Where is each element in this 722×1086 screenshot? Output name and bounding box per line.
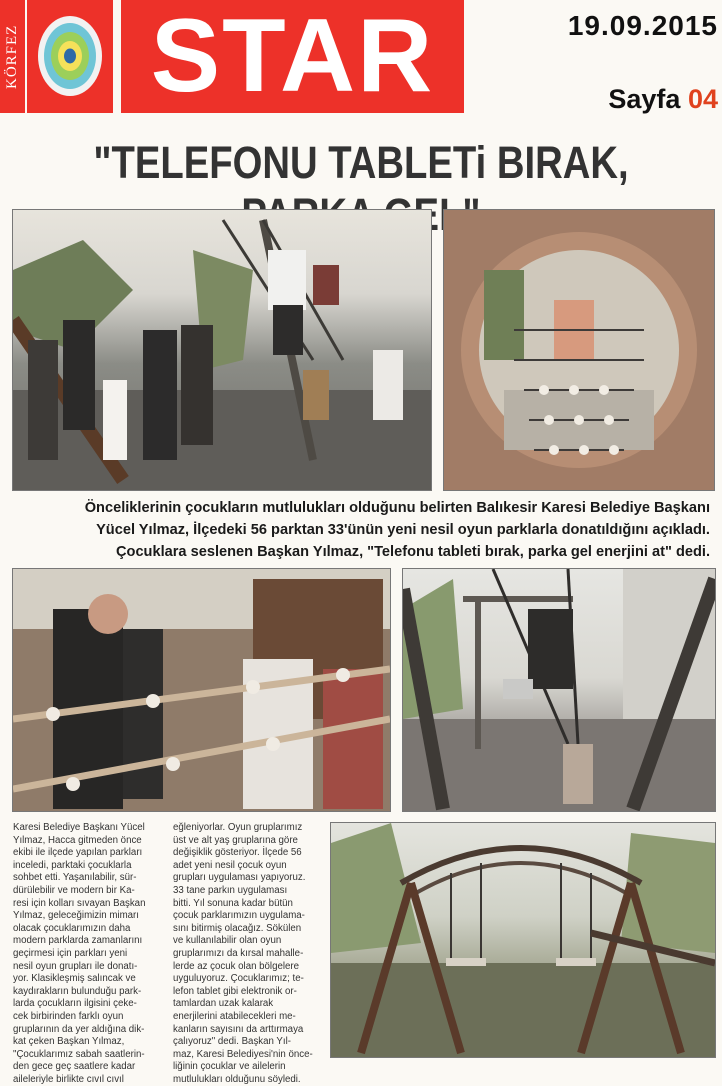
body-line: tamlardan uzak kalarak: [173, 998, 274, 1010]
article-lead: [10, 497, 710, 563]
body-line: maz, Karesi Belediyesi'nin önce-: [173, 1048, 313, 1060]
body-line: grupları uygulaması yapıyoruz.: [173, 872, 306, 884]
body-line: cek birbirinden farklı oyun: [13, 1010, 124, 1022]
body-line: larda çocukların ilgisini çeke-: [13, 998, 137, 1010]
lead-line: Yücel Yılmaz, İlçedeki 56 parktan 33'ünün yeni nesil oyun parklarla donatıldığını açıkladı.: [96, 522, 710, 538]
body-line: kanların sayısını da arttırmaya: [173, 1023, 304, 1035]
body-line: "Çocuklarımız sabah saatlerin-: [13, 1048, 145, 1060]
body-line: uyguluyoruz. Çocuklarımız; te-: [173, 973, 304, 985]
body-line: Yılmaz, Hacca gitmeden önce: [13, 834, 142, 846]
body-line: çocuk parklarımızın uygulama-: [173, 910, 305, 922]
photo-child-climbing-frame: [443, 209, 715, 491]
page-number: 04: [687, 84, 718, 114]
body-line: lefon tablet gibi elektronik or-: [173, 985, 297, 997]
body-line: gruplarının da yer aldığına dik-: [13, 1023, 145, 1035]
body-line: eğleniyorlar. Oyun gruplarımız: [173, 822, 303, 833]
body-column-1: [13, 822, 163, 1086]
body-line: ekibi ile ilçede yapılan parkları: [13, 847, 143, 859]
brand-vertical-text: KÖRFEZ: [0, 0, 25, 113]
eye-logo-icon: [27, 0, 113, 113]
body-line: dürülebilir ve modern bir Ka-: [13, 884, 135, 896]
body-line: 33 tane parkın uygulaması: [173, 884, 288, 896]
photo-mayor-rope-climb: [12, 568, 391, 812]
masthead: [0, 0, 722, 118]
body-line: liğinin çocuklar ve ailelerin: [173, 1061, 286, 1073]
body-line: inceledi, parktaki çocuklarla: [13, 859, 132, 871]
body-line: sını bitirmiş olacağız. Sökülen: [173, 922, 302, 934]
body-line: Karesi Belediye Başkanı Yücel: [13, 822, 145, 833]
body-line: ve kullanılabilir olan oyun: [173, 935, 282, 947]
lead-line: Önceliklerinin çocukların mutlulukları olduğunu belirten Balıkesir Karesi Belediye Başkanı: [84, 500, 710, 516]
body-line: resi için kolları sıvayan Başkan: [13, 897, 146, 909]
photo-playground-swings: [330, 822, 716, 1058]
body-line: kaydırakların bulunduğu park-: [13, 985, 142, 997]
body-line: enerjilerini atabilecekleri me-: [173, 1010, 296, 1022]
page-indicator: [608, 84, 718, 115]
body-line: Yılmaz, geleceğimizin mimarı: [13, 910, 139, 922]
body-line: çalıyoruz" dedi. Başkan Yıl-: [173, 1036, 291, 1048]
photo-officials-swing: [12, 209, 432, 491]
body-line: nesil oyun grupları ile donatı-: [13, 960, 138, 972]
body-line: yor. Klasikleşmiş salıncak ve: [13, 973, 136, 985]
body-line: lerde az çocuk olan bölgelere: [173, 960, 300, 972]
body-column-2: [173, 822, 323, 1086]
issue-date: 19.09.2015: [567, 10, 718, 41]
body-line: gruplarımızı da kırsal mahalle-: [173, 947, 304, 959]
body-line: sohbet etti. Yaşanılabilir, sür-: [13, 872, 137, 884]
body-line: bitti. Yıl sonuna kadar bütün: [173, 897, 293, 909]
body-line: olacak çocuklarımızın daha: [13, 922, 131, 934]
page-label: Sayfa: [608, 84, 681, 114]
article-headline: "TELEFONU TABLETi BIRAK, GEL": [93, 137, 629, 240]
body-line: aileleriyle birlikte cıvıl cıvıl: [13, 1073, 124, 1085]
body-line: den gece geç saatlere kadar: [13, 1061, 136, 1073]
body-line: mutlulukları olduğunu söyledi.: [173, 1073, 301, 1085]
photo-child-swing: [402, 568, 716, 812]
lead-line: Çocuklara seslenen Başkan Yılmaz, "Telefonu tableti bırak, parka gel enerjini at" dedi.: [115, 544, 710, 560]
body-line: adet yeni nesil çocuk oyun: [173, 859, 287, 871]
body-line: kat çeken Başkan Yılmaz,: [13, 1036, 125, 1048]
body-line: üst ve alt yaş gruplarına göre: [173, 834, 298, 846]
body-line: geçirmesi için parkları yeni: [13, 947, 128, 959]
body-line: modern parklarda zamanlarını: [13, 935, 143, 947]
body-line: değişiklik gösteriyor. İlçede 56: [173, 847, 302, 859]
brand-name: STAR: [121, 0, 464, 113]
